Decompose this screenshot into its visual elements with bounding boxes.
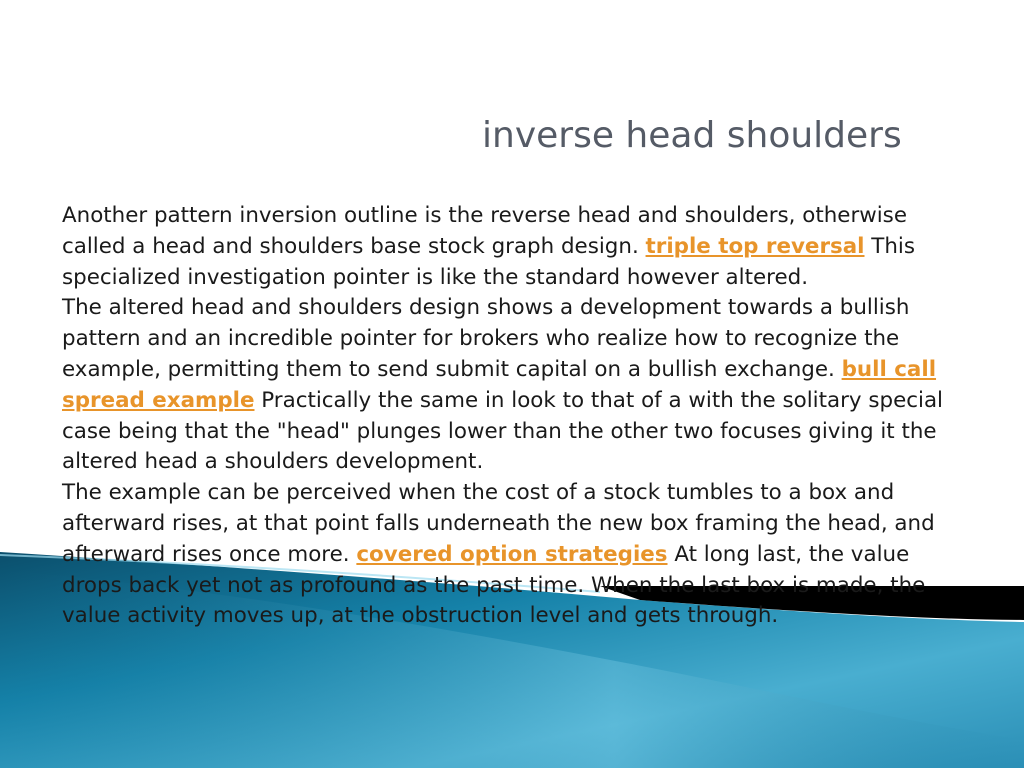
paragraph-2-continuation: Practically the same in look to that of a with the solitary special case being that the "head" plunges lower than the other two focuses giving it the altered head a shoulders development. [62, 387, 943, 475]
bull-call-spread-example-link[interactable]: bull call spread example [62, 356, 937, 413]
covered-option-strategies-link[interactable]: covered option strategies [356, 541, 668, 567]
slide-title: inverse head shoulders [482, 115, 902, 156]
paragraph-2-text: The altered head and shoulders design shows a development towards a bullish pattern and an incredible pointer for brokers who realize how to recognize the example, permitting them to send submit capital on a bullish exchange. [62, 295, 910, 382]
paragraph-1-continuation: This specialized investigation pointer is like the standard however altered. [62, 233, 916, 290]
triple-top-reversal-link[interactable]: triple top reversal [645, 233, 865, 259]
paragraph-3 [62, 478, 967, 632]
paragraph-3-continuation: At long last, the value drops back yet not as profound as the past time. When the last box is made, the value activity moves up, at the obstruction level and gets through. [62, 541, 926, 629]
paragraph-1-text: Another pattern inversion outline is the reverse head and shoulders, otherwise called a head and shoulders base stock graph design. [62, 203, 907, 259]
paragraph-1 [62, 201, 967, 293]
slide-body-text [62, 201, 967, 632]
paragraph-2 [62, 293, 967, 478]
paragraph-3-text: The example can be perceived when the cost of a stock tumbles to a box and afterward rises, at that point falls underneath the new box framing the head, and afterward rises once more. [62, 480, 935, 567]
